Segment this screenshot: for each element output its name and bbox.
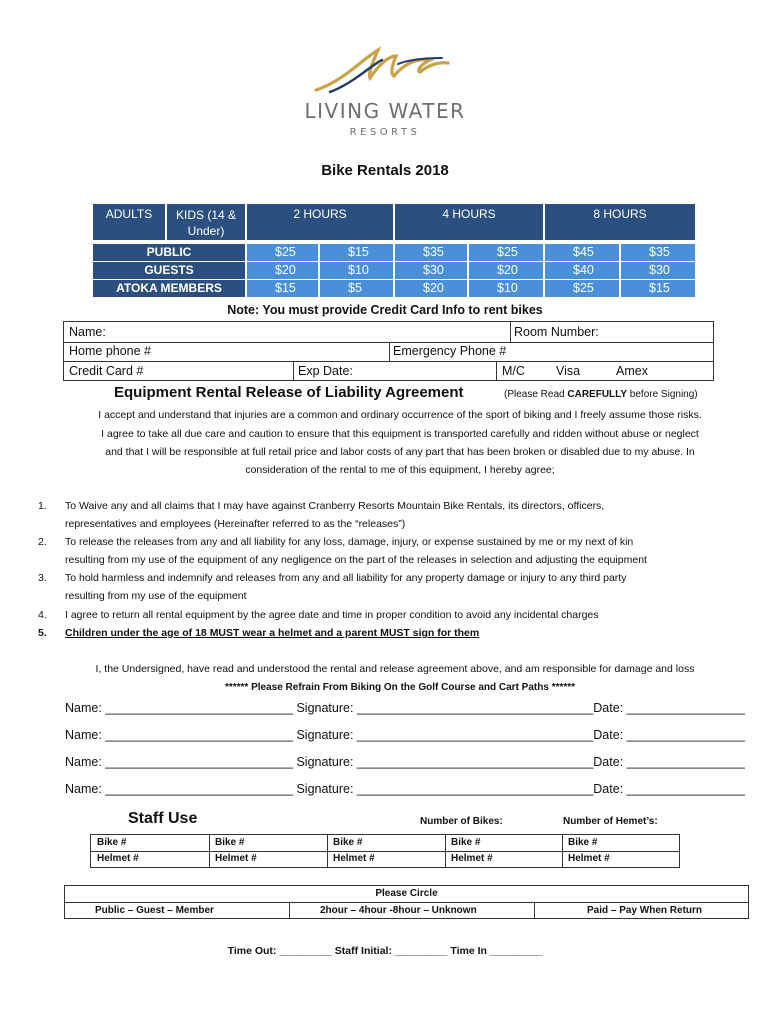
bike-number-field[interactable]: Bike #: [568, 837, 598, 848]
list-item-line: I agree to return all rental equipment by the agree date and time in proper condition to avoid any incidental charges: [65, 609, 599, 621]
number-of-helmets-label: Number of Hemet’s:: [563, 816, 658, 827]
price-cell: $30: [395, 262, 467, 279]
price-cell: $25: [247, 244, 318, 261]
release-paragraph-line: I agree to take all due care and caution to ensure that this equipment is transported carefully and ridden without abuse or neglect: [101, 428, 699, 440]
header-8-hours: 8 HOURS: [545, 204, 695, 240]
list-number: 4.: [38, 609, 47, 621]
time-out-footer[interactable]: Time Out: _________ Staff Initial: _________ Time In _________: [227, 945, 543, 957]
acknowledge-text: I, the Undersigned, have read and understood the rental and release agreement above, and am responsible for damage and loss: [95, 663, 695, 675]
credit-card-note: Note: You must provide Credit Card Info to rent bikes: [227, 303, 543, 317]
helmet-number-field[interactable]: Helmet #: [215, 853, 257, 864]
price-cell: $20: [469, 262, 543, 279]
price-cell: $15: [320, 244, 393, 261]
price-cell: $45: [545, 244, 619, 261]
price-cell: $30: [621, 262, 695, 279]
price-cell: $35: [621, 244, 695, 261]
price-cell: $25: [545, 280, 619, 297]
list-item-line: representatives and employees (Hereinafter referred to as the “releases”): [65, 518, 406, 530]
header-adults: ADULTS: [93, 204, 165, 240]
brand-subtitle: RESORTS: [349, 127, 421, 138]
list-item-line: To release the releases from any and all liability for any loss, damage, injury, or expense sustained by me or my next of kin: [65, 536, 634, 548]
brand-name: LIVING WATER: [304, 99, 466, 123]
bike-number-field[interactable]: Bike #: [333, 837, 363, 848]
exp-date-field[interactable]: Exp Date:: [298, 364, 353, 378]
renter-info-table: [63, 321, 714, 381]
list-item-line: To hold harmless and indemnify and releases from any and all liability for any property damage or injury to any third party: [65, 572, 627, 584]
row-label-atoka-members: ATOKA MEMBERS: [93, 280, 245, 297]
helmet-number-field[interactable]: Helmet #: [97, 853, 139, 864]
number-of-bikes-label: Number of Bikes:: [420, 816, 503, 827]
price-cell: $40: [545, 262, 619, 279]
signature-line[interactable]: Name: ___________________________ Signature: __________________________________Date: _________________: [65, 755, 745, 769]
release-paragraph-line: I accept and understand that injuries are a common and ordinary occurrence of the sport of biking and I freely assume those risks.: [98, 409, 702, 421]
list-number: 2.: [38, 536, 47, 548]
price-cell: $15: [247, 280, 318, 297]
list-number: 1.: [38, 500, 47, 512]
list-item-line: resulting from my use of the equipment: [65, 590, 247, 602]
price-cell: $15: [621, 280, 695, 297]
header-kids: KIDS (14 & Under): [167, 204, 245, 240]
release-paragraph-line: consideration of the rental to me of this equipment, I hereby agree;: [245, 464, 555, 476]
signature-line[interactable]: Name: ___________________________ Signature: __________________________________Date: _________________: [65, 728, 745, 742]
price-cell: $5: [320, 280, 393, 297]
row-label-guests: GUESTS: [93, 262, 245, 279]
helmet-number-field[interactable]: Helmet #: [568, 853, 610, 864]
list-item-line-helmet: Children under the age of 18 MUST wear a helmet and a parent MUST sign for them: [65, 627, 480, 639]
row-label-public: PUBLIC: [93, 244, 245, 261]
membership-option[interactable]: Public – Guest – Member: [95, 905, 214, 916]
signature-line[interactable]: Name: ___________________________ Signature: __________________________________Date: _________________: [65, 782, 745, 796]
release-title: Equipment Rental Release of Liability Agreement: [114, 384, 464, 401]
credit-card-field[interactable]: Credit Card #: [69, 364, 144, 378]
card-type-mc[interactable]: M/C: [502, 364, 525, 378]
price-cell: $10: [320, 262, 393, 279]
please-circle-table: [64, 885, 749, 919]
bike-helmet-table: [90, 834, 680, 868]
price-cell: $10: [469, 280, 543, 297]
signature-line[interactable]: Name: ___________________________ Signature: __________________________________Date: _________________: [65, 701, 745, 715]
price-cell: $20: [395, 280, 467, 297]
list-number: 5.: [38, 627, 47, 639]
emergency-phone-field[interactable]: Emergency Phone #: [393, 344, 507, 358]
header-4-hours: 4 HOURS: [395, 204, 543, 240]
list-number: 3.: [38, 572, 47, 584]
header-2-hours: 2 HOURS: [247, 204, 393, 240]
price-cell: $25: [469, 244, 543, 261]
golf-warning: ****** Please Refrain From Biking On the Golf Course and Cart Paths ******: [224, 682, 576, 693]
room-number-field[interactable]: Room Number:: [514, 325, 599, 339]
release-paragraph-line: and that I will be responsible at full retail price and labor costs of any part that has been broken or disabled due to my abuse. In: [105, 446, 695, 458]
price-cell: $20: [247, 262, 318, 279]
bike-number-field[interactable]: Bike #: [97, 837, 127, 848]
bike-number-field[interactable]: Bike #: [451, 837, 481, 848]
price-cell: $35: [395, 244, 467, 261]
helmet-number-field[interactable]: Helmet #: [451, 853, 493, 864]
duration-option[interactable]: 2hour – 4hour -8hour – Unknown: [320, 905, 477, 916]
helmet-number-field[interactable]: Helmet #: [333, 853, 375, 864]
living-water-logo-icon: [312, 44, 452, 96]
staff-use-title: Staff Use: [128, 810, 198, 827]
card-type-amex[interactable]: Amex: [616, 364, 648, 378]
home-phone-field[interactable]: Home phone #: [69, 344, 152, 358]
release-subtitle: (Please Read CAREFULLY before Signing): [504, 389, 698, 400]
name-field[interactable]: Name:: [69, 325, 106, 339]
card-type-visa[interactable]: Visa: [556, 364, 581, 378]
list-item-line: resulting from my use of the equipment of any negligence on the part of the releases in selection and adjusting the equipment: [65, 554, 647, 566]
please-circle-header: Please Circle: [375, 888, 438, 899]
page-title: Bike Rentals 2018: [321, 162, 449, 179]
list-item-line: To Waive any and all claims that I may have against Cranberry Resorts Mountain Bike Rentals, its directors, officers,: [65, 500, 605, 512]
bike-number-field[interactable]: Bike #: [215, 837, 245, 848]
payment-option[interactable]: Paid – Pay When Return: [587, 905, 703, 916]
